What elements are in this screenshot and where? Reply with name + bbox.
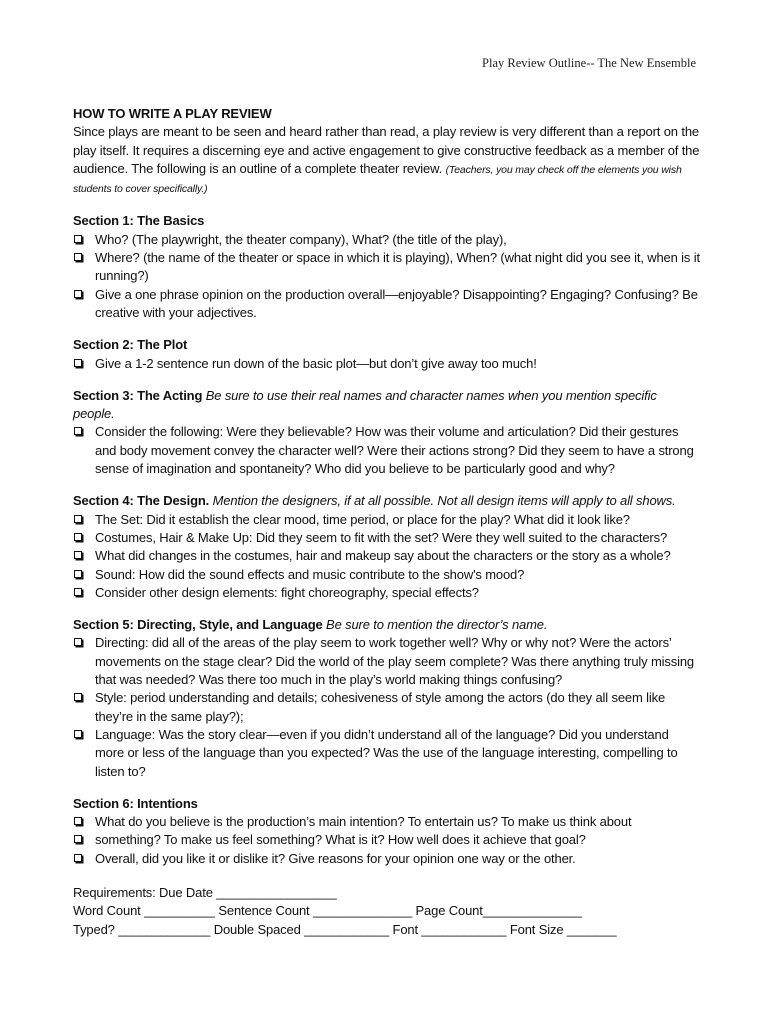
section-title: Section 1: The Basics <box>73 213 205 229</box>
checklist-item-text: Language: Was the story clear—even if you didn’t understand all of the language? Did you understand more or less of the language than you expected? Was the use of the language interesting, compelling to listen to? <box>95 726 678 779</box>
checklist-item <box>73 689 701 726</box>
section-heading <box>73 492 701 510</box>
checklist-item <box>73 511 701 529</box>
document-title: HOW TO WRITE A PLAY REVIEW <box>73 106 272 121</box>
section-title: Section 2: The Plot <box>73 337 188 353</box>
checklist-item <box>73 529 701 547</box>
intro-text: Since plays are meant to be seen and heard rather than read, a play review is very different than a report on the play itself. It requires a discerning eye and active engagement to give constructive feedback as a member of the audience. The following is an outline of a complete theater review. <box>73 124 700 176</box>
checkbox-icon[interactable] <box>74 551 82 559</box>
checkbox-icon[interactable] <box>74 835 82 843</box>
section-title: Section 4: The Design. <box>73 493 210 509</box>
checkbox-icon[interactable] <box>74 638 82 646</box>
checklist-item <box>73 831 701 849</box>
checklist-item <box>73 547 701 565</box>
checkbox-icon[interactable] <box>74 693 82 701</box>
checkbox-icon[interactable] <box>74 515 82 523</box>
checkbox-icon[interactable] <box>74 854 82 862</box>
checklist-item <box>73 584 701 602</box>
section-title: Section 6: Intentions <box>73 795 198 811</box>
checklist-item <box>73 634 701 689</box>
sections-container <box>73 212 701 868</box>
checklist-item-text: Overall, did you like it or dislike it? Give reasons for your opinion one way or the other. <box>95 850 576 866</box>
checkbox-icon[interactable] <box>74 570 82 578</box>
checklist <box>73 423 701 478</box>
section-heading <box>73 387 701 424</box>
checklist-item <box>73 566 701 584</box>
checklist-item-text: Costumes, Hair & Make Up: Did they seem to fit with the set? Were they well suited to the characters? <box>95 529 668 545</box>
checkbox-icon[interactable] <box>74 730 82 738</box>
section-5 <box>73 616 701 781</box>
section-note: Be sure to use their real names and character names when you mention specific people. <box>73 387 657 422</box>
checkbox-icon[interactable] <box>74 427 82 435</box>
checklist <box>73 634 701 780</box>
checklist-item <box>73 423 701 478</box>
section-heading <box>73 212 701 230</box>
section-heading <box>73 795 701 813</box>
checklist-item <box>73 355 701 373</box>
checklist-item-text: The Set: Did it establish the clear mood, time period, or place for the play? What did it look like? <box>95 511 630 527</box>
requirements-counts: Word Count __________ Sentence Count ______________ Page Count______________ <box>73 903 582 919</box>
checklist-item-text: What do you believe is the production’s main intention? To entertain us? To make us think about <box>95 814 632 830</box>
checkbox-icon[interactable] <box>74 253 82 261</box>
section-heading <box>73 616 701 634</box>
checklist-item-text: What did changes in the costumes, hair and makeup say about the characters or the story as a whole? <box>95 548 671 564</box>
checkbox-icon[interactable] <box>74 235 82 243</box>
requirements-block <box>73 884 701 939</box>
checklist-item-text: Consider other design elements: fight choreography, special effects? <box>95 584 479 600</box>
checklist-item-text: Give a one phrase opinion on the production overall—enjoyable? Disappointing? Engaging? Confusing? Be creative with your adjectives. <box>95 286 698 320</box>
checkbox-icon[interactable] <box>74 533 82 541</box>
checklist <box>73 813 701 868</box>
checklist-item <box>73 726 701 781</box>
checkbox-icon[interactable] <box>74 588 82 596</box>
section-title: Section 3: The Acting <box>73 387 203 403</box>
checklist-item-text: Directing: did all of the areas of the play seem to work together well? Why or why not? Were the actors’ movements on the stage clear? Did the world of the play seem complete? Was there anything truly missing that was needed? Was there too much in the play’s world making things confusing? <box>95 635 694 688</box>
section-note: Be sure to mention the director’s name. <box>326 617 548 633</box>
intro-paragraph <box>73 123 701 198</box>
checklist-item <box>73 813 701 831</box>
section-3 <box>73 387 701 478</box>
checklist-item-text: Consider the following: Were they believable? How was their volume and articulation? Did their gestures and body movement convey the character well? Were their actions strong? Did they seem to have a strong sense of imagination and spontaneity? Who did you believe to be particularly good and why? <box>95 424 694 477</box>
teacher-note: (Teachers, you may check off the elements you wish students to cover specifically.) <box>73 163 682 196</box>
section-title: Section 5: Directing, Style, and Language <box>73 617 323 633</box>
checklist-item <box>73 231 701 249</box>
checklist-item-text: Style: period understanding and details; cohesiveness of style among the actors (do they all seem like they’re in the same play?); <box>95 690 666 724</box>
checklist-item-text: Give a 1-2 sentence run down of the basic plot—but don’t give away too much! <box>95 355 537 371</box>
section-note: Mention the designers, if at all possible. Not all design items will apply to all shows. <box>212 493 676 509</box>
checklist <box>73 355 701 373</box>
checkbox-icon[interactable] <box>74 290 82 298</box>
checklist-item <box>73 286 701 323</box>
checklist-item-text: Sound: How did the sound effects and music contribute to the show's mood? <box>95 566 525 582</box>
checklist-item-text: something? To make us feel something? What is it? How well does it achieve that goal? <box>95 832 586 848</box>
checklist <box>73 511 701 602</box>
checkbox-icon[interactable] <box>74 817 82 825</box>
checklist-item-text: Where? (the name of the theater or space in which it is playing), When? (what night did you see it, when is it running?) <box>95 250 700 284</box>
document-body <box>73 105 701 939</box>
requirements-due-date: Requirements: Due Date _________________ <box>73 884 337 900</box>
checklist-item <box>73 850 701 868</box>
section-4 <box>73 492 701 602</box>
checklist-item-text: Who? (The playwright, the theater company), What? (the title of the play), <box>95 231 507 247</box>
section-6 <box>73 795 701 868</box>
checkbox-icon[interactable] <box>74 359 82 367</box>
section-1 <box>73 212 701 322</box>
running-header: Play Review Outline-- The New Ensemble <box>482 56 696 70</box>
section-2 <box>73 336 701 373</box>
section-heading <box>73 336 701 354</box>
checklist-item <box>73 249 701 286</box>
checklist <box>73 231 701 322</box>
requirements-formatting: Typed? _____________ Double Spaced ____________ Font ____________ Font Size _______ <box>73 921 617 937</box>
